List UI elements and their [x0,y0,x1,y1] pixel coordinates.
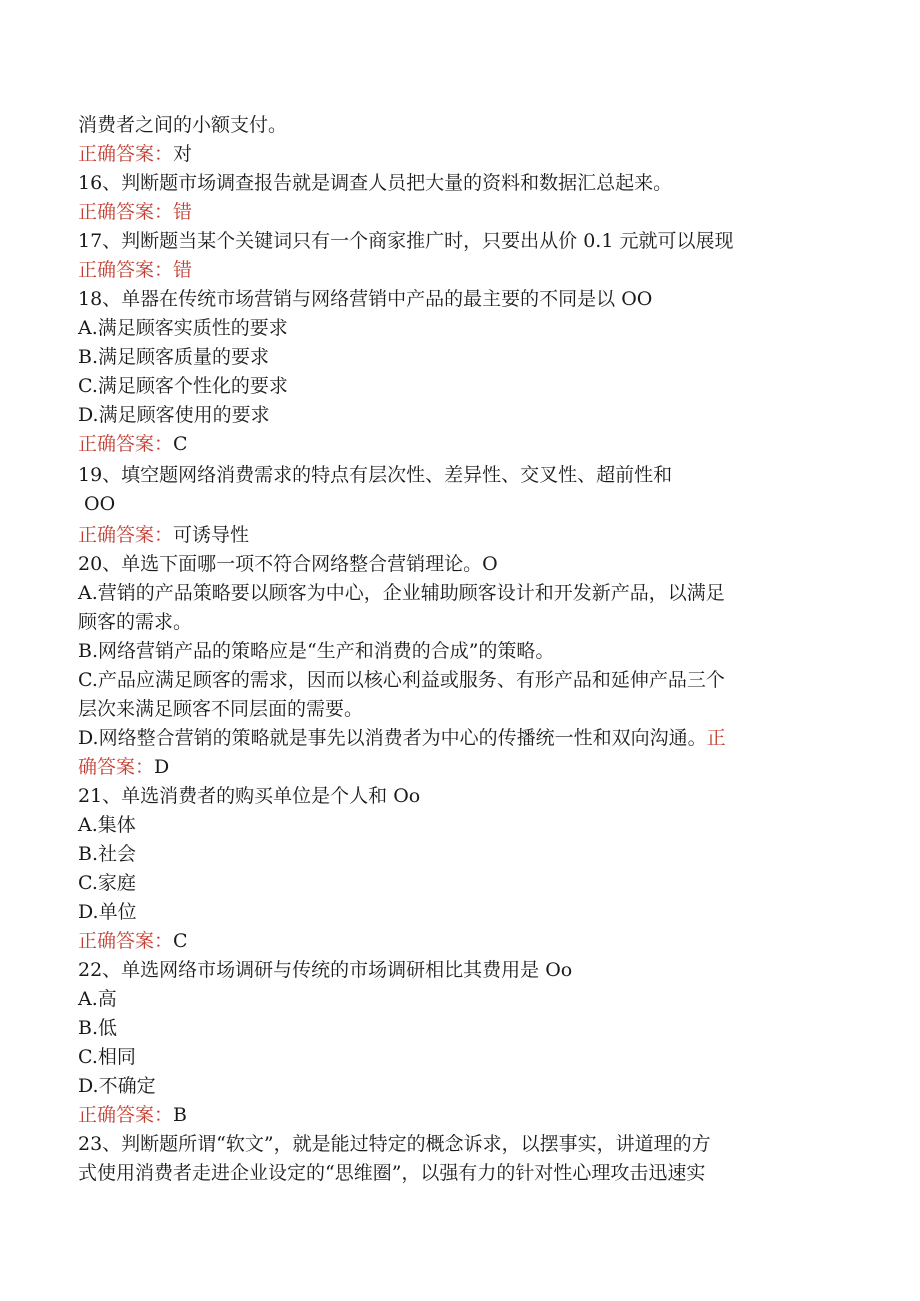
answer-value: C [173,930,188,952]
text-line: 层次来满足顾客不同层面的需要。 [78,698,364,720]
option-line: D.不确定 [78,1075,156,1097]
answer-line [78,1101,187,1129]
question-line: 19、填空题网络消费需求的特点有层次性、差异性、交叉性、超前性和 [78,464,673,486]
option-line [78,724,726,752]
option-line: B.网络营销产品的策略应是“生产和消费的合成”的策略。 [78,640,555,662]
answer-line [78,753,169,781]
question-line: 18、单器在传统市场营销与网络营销中产品的最主要的不同是以 OO [78,288,653,310]
option-line: C.家庭 [78,872,136,894]
option-line: B.满足顾客质量的要求 [78,346,270,368]
answer-line [78,198,192,226]
question-line: 23、判断题所谓“软文”，就是能过特定的概念诉求，以摆事实，讲道理的方 [78,1133,711,1155]
option-text: D.网络整合营销的策略就是事先以消费者为中心的传播统一性和双向沟通。 [78,727,707,749]
answer-label: 正确答案： [78,1104,174,1126]
answer-value: B [173,1104,187,1126]
question-line: 16、判断题市场调查报告就是调查人员把大量的资料和数据汇总起来。 [78,172,673,194]
question-line: 22、单选网络市场调研与传统的市场调研相比其费用是 Oo [78,959,573,981]
answer-label: 正 [706,727,726,749]
option-line: A.营销的产品策略要以顾客为中心，企业辅助顾客设计和开发新产品，以满足 [78,582,725,604]
option-line: C.相同 [78,1046,136,1068]
option-line: C.满足顾客个性化的要求 [78,375,288,397]
answer-line [78,430,188,458]
answer-value: 可诱导性 [173,524,250,546]
answer-label: 正确答案： [78,143,174,165]
answer-line [78,256,192,284]
question-line: 21、单选消费者的购买单位是个人和 Oo [78,785,421,807]
text-line: 消费者之间的小额支付。 [78,114,288,136]
option-line: C.产品应满足顾客的需求，因而以核心利益或服务、有形产品和延伸产品三个 [78,669,725,691]
answer-label: 正确答案： [78,201,174,223]
option-line: A.满足顾客实质性的要求 [78,317,288,339]
answer-label: 正确答案： [78,433,174,455]
text-line: OO [78,493,116,515]
option-line: A.集体 [78,814,136,836]
text-line: 式使用消费者走进企业设定的“思维圈”，以强有力的针对性心理攻击迅速实 [78,1162,706,1184]
option-line: B.低 [78,1017,118,1039]
option-line: B.社会 [78,843,137,865]
option-line: D.单位 [78,901,137,923]
answer-value: D [154,756,170,778]
text-line: 顾客的需求。 [78,611,193,633]
option-line: A.高 [78,988,117,1010]
answer-value: C [173,433,188,455]
answer-label: 正确答案： [78,259,174,281]
answer-line [78,140,192,168]
answer-value: 错 [173,259,193,281]
answer-label: 正确答案： [78,524,174,546]
answer-value: 错 [173,201,193,223]
answer-line [78,521,249,549]
question-line: 20、单选下面哪一项不符合网络整合营销理论。O [78,553,498,575]
answer-label: 正确答案： [78,930,174,952]
answer-value: 对 [173,143,193,165]
question-line: 17、判断题当某个关键词只有一个商家推广时，只要出从价 0.1 元就可以展现 [78,230,734,252]
answer-label: 确答案： [78,756,155,778]
answer-line [78,927,188,955]
option-line: D.满足顾客使用的要求 [78,404,270,426]
